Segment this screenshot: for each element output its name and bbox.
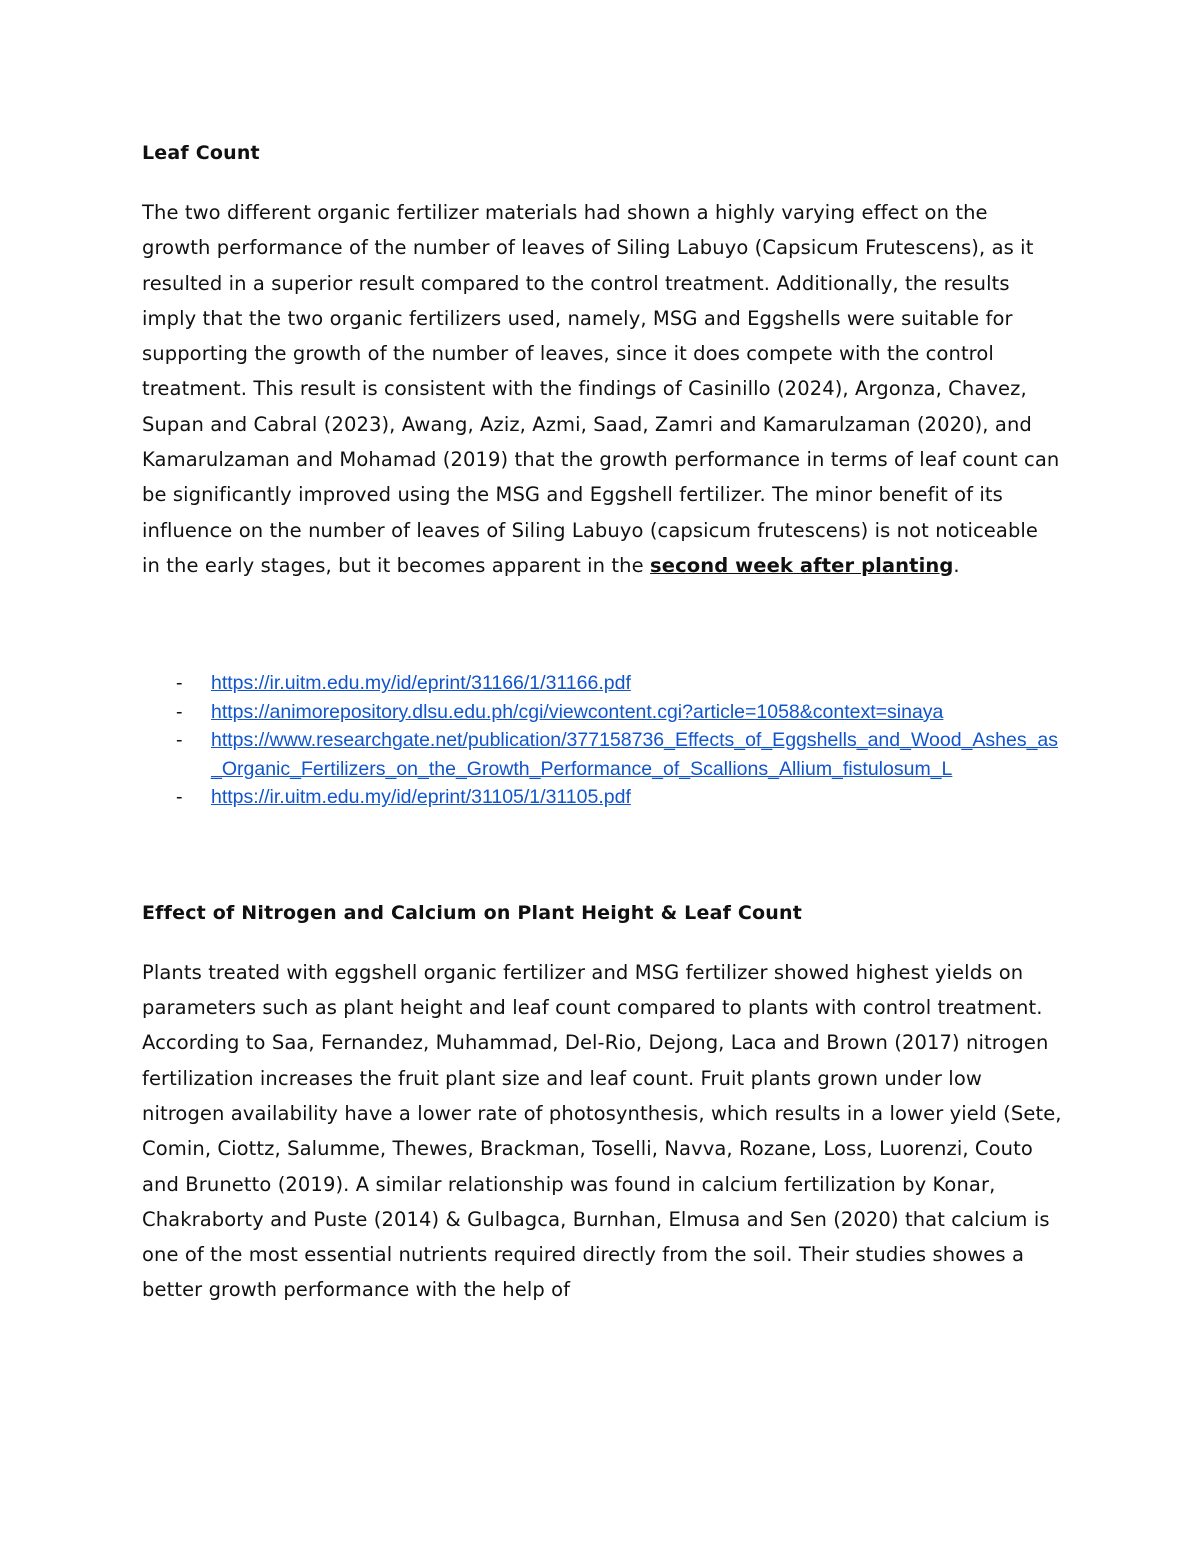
- nitrogen-calcium-paragraph: Plants treated with eggshell organic fertilizer and MSG fertilizer showed highest yields on parameters such as plant height and leaf count compared to plants with control treatment. According to Saa, Fernandez, Muhammad, Del-Rio, Dejong, Laca and Brown (2017) nitrogen fertilization increases the fruit plant size and leaf count. Fruit plants grown under low nitrogen availability have a lower rate of photosynthesis, which results in a lower yield (Sete, Comin, Ciottz, Salumme, Thewes, Brackman, Toselli, Navva, Rozane, Loss, Luorenzi, Couto and Brunetto (2019). A similar relationship was found in calcium fertilization by Konar, Chakraborty and Puste (2014) & Gulbagca, Burnhan, Elmusa and Sen (2020) that calcium is one of the most essential nutrients required directly from the soil. Their studies showes a better growth performance with the help of: [142, 960, 1062, 1302]
- reference-link-3[interactable]: https://www.researchgate.net/publication/377158736_Effects_of_Eggshells_and_Wood_Ashes_as_Organic_Fertilizers_on_the_Growth_Performance_of_Scallions_Allium_fistulosum_L: [211, 729, 1059, 780]
- section-heading-nitrogen-calcium: Effect of Nitrogen and Calcium on Plant Height & Leaf Count: [142, 901, 803, 924]
- list-item: [142, 669, 1062, 698]
- section-heading-leaf-count: Leaf Count: [142, 142, 260, 164]
- list-item: [142, 726, 1062, 783]
- reference-link-1[interactable]: https://ir.uitm.edu.my/id/eprint/31166/1/31166.pdf: [211, 672, 631, 695]
- list-item: [142, 783, 1062, 812]
- reference-link-2[interactable]: https://animorepository.dlsu.edu.ph/cgi/viewcontent.cgi?article=1058&context=sinaya: [211, 700, 944, 723]
- leaf-count-paragraph: [142, 195, 1062, 583]
- reference-link-4[interactable]: https://ir.uitm.edu.my/id/eprint/31105/1/31105.pdf: [211, 786, 631, 809]
- bullet-dash: -: [176, 786, 183, 809]
- paragraph-end-punctuation: .: [953, 553, 960, 577]
- emphasized-phrase: second week after planting: [650, 553, 954, 577]
- bullet-dash: -: [176, 729, 183, 752]
- leaf-count-paragraph-text: The two different organic fertilizer materials had shown a highly varying effect on the growth performance of the number of leaves of Siling Labuyo (Capsicum Frutescens), as it resulted in a superior result compared to the control treatment. Additionally, the results imply that the two organic fertilizers used, namely, MSG and Eggshells were suitable for supporting the growth of the number of leaves, since it does compete with the control treatment. This result is consistent with the findings of Casinillo (2024), Argonza, Chavez, Supan and Cabral (2023), Awang, Aziz, Azmi, Saad, Zamri and Kamarulzaman (2020), and Kamarulzaman and Mohamad (2019) that the growth performance in terms of leaf count can be significantly improved using the MSG and Eggshell fertilizer. The minor benefit of its influence on the number of leaves of Siling Labuyo (capsicum frutescens) is not noticeable in the early stages, but it becomes apparent in the: [142, 201, 1060, 577]
- bullet-dash: -: [176, 700, 183, 723]
- reference-link-list: [142, 669, 1062, 812]
- document-page: [142, 138, 1062, 1308]
- list-item: [142, 698, 1062, 727]
- bullet-dash: -: [176, 672, 183, 695]
